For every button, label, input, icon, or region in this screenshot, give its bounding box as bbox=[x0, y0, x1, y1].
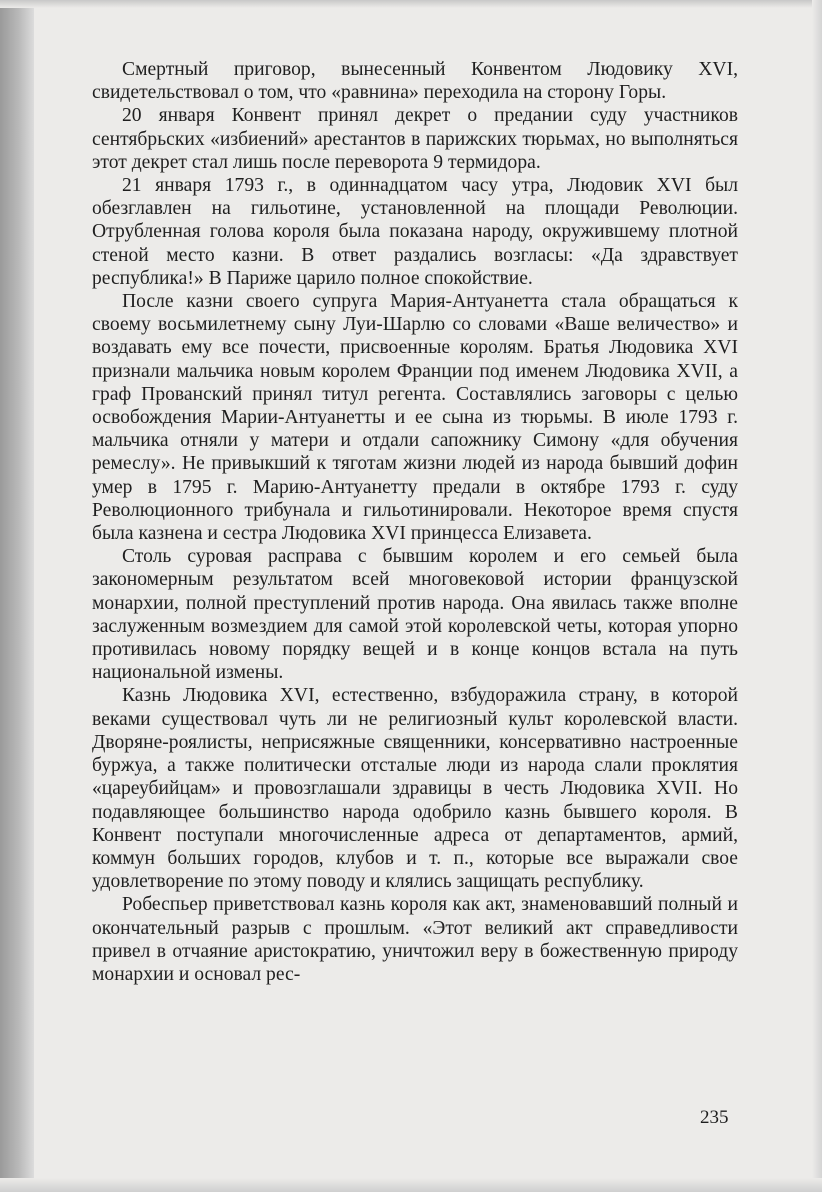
paragraph-2: 20 января Конвент принял декрет о предании суду участников сентябрьских «избиений» арестантов в парижских тюрьмах, но выполняться этот декрет стал лишь после переворота 9 термидора. bbox=[92, 105, 738, 173]
paragraph-1: Смертный приговор, вынесенный Конвентом Людовику XVI, свидетельствовал о том, что «равнина» переходила на сторону Горы. bbox=[92, 59, 738, 104]
paragraph-6: Казнь Людовика XVI, естественно, взбудоражила страну, в которой веками существовал чуть ли не религиозный культ королевской власти. Дворяне-роялисты, неприсяжные священники, консервативно настроенные буржуа, а также политически отсталые люди из народа слали проклятия «цареубийцам» и провозглашали здравицы в честь Людовика XVII. Но подавляющее большинство народа одобрило казнь бывшего короля. В Конвент поступали многочисленные адреса от департаментов, армий, коммун больших городов, клубов и т. п., которые все выражали свое удовлетворение по этому поводу и клялись защищать республику. bbox=[92, 685, 738, 893]
page-right-edge bbox=[812, 0, 822, 1192]
page-number: 235 bbox=[700, 1107, 729, 1128]
paragraph-4: После казни своего супруга Мария-Антуанетта стала обращаться к своему восьмилетнему сыну Луи-Шарлю со словами «Ваше величество» и воздавать ему все почести, присвоенные королям. Братья Людовика XVI признали мальчика новым королем Франции под именем Людовика XVII, а граф Прованский принял титул регента. Составлялись заговоры с целью освобождения Марии-Антуанетты и ее сына из тюрьмы. В июле 1793 г. мальчика отняли у матери и отдали сапожнику Симону «для обучения ремеслу». Не привыкший к тяготам жизни людей из народа бывший дофин умер в 1795 г. Марию-Антуанетту предали в октябре 1793 г. суду Революционного трибунала и гильотинировали. Некоторое время спустя была казнена и сестра Людовика XVI принцесса Елизавета. bbox=[92, 291, 738, 545]
page-bottom-edge bbox=[0, 1178, 822, 1192]
page-top-edge bbox=[0, 0, 822, 8]
book-spine-shadow bbox=[0, 0, 34, 1192]
book-page bbox=[92, 58, 738, 986]
paragraph-7: Робеспьер приветствовал казнь короля как акт, знаменовавший полный и окончательный разрыв с прошлым. «Этот великий акт справедливости привел в отчаяние аристократию, уничтожил веру в божественную природу монархии и основал рес- bbox=[92, 894, 738, 985]
page-body-text bbox=[92, 58, 738, 986]
paragraph-5: Столь суровая расправа с бывшим королем и его семьей была закономерным результатом всей многовековой истории французской монархии, полной преступлений против народа. Она явилась также вполне заслуженным возмездием для самой этой королевской четы, которая упорно противилась новому порядку вещей и в конце концов встала на путь национальной измены. bbox=[92, 546, 738, 684]
paragraph-3: 21 января 1793 г., в одиннадцатом часу утра, Людовик XVI был обезглавлен на гильотине, установленной на площади Революции. Отрубленная голова короля была показана народу, окружившему плотной стеной место казни. В ответ раздались возгласы: «Да здравствует республика!» В Париже царило полное спокойствие. bbox=[92, 175, 738, 289]
